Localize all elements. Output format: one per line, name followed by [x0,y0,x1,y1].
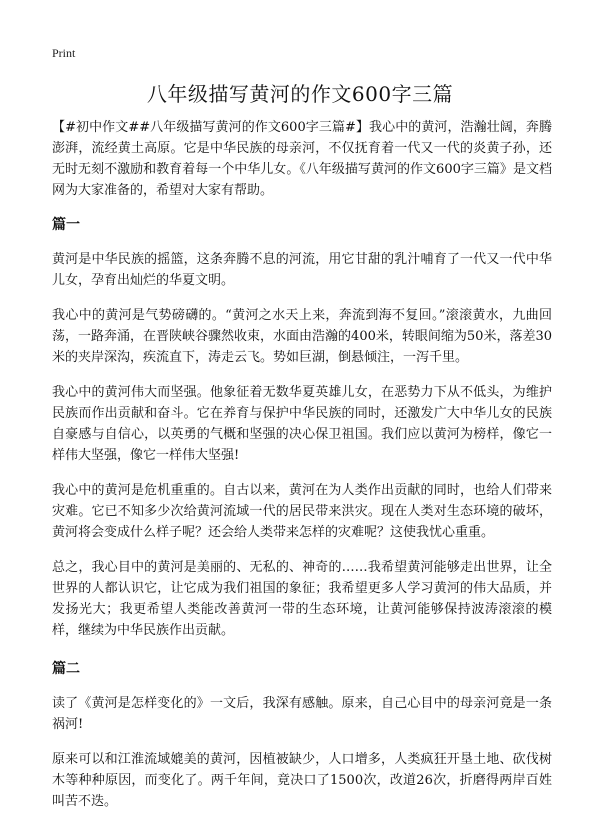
page-title: 八年级描写黄河的作文600字三篇 [146,82,454,106]
section-2-paragraph-2: 原来可以和江淮流域媲美的黄河，因植被缺少，人口增多，人类疯狂开垦土地、砍伐树木等种种原因，而变化了。两千年间，竟决口了1500次，改道26次，折磨得两岸百姓叫苦不迭。 [52,752,552,809]
section-1-paragraph-5: 总之，我心目中的黄河是美丽的、无私的、神奇的……我希望黄河能够走出世界，让全世界的人都认识它，让它成为我们祖国的象征；我希望更多人学习黄河的伟大品质，并发扬光大；我更希望人类能改善黄河一带的生态环境，让黄河能够保持波涛滚滚的模样，继续为中华民族作出贡献。 [52,560,552,638]
section-2-paragraph-1: 读了《黄河是怎样变化的》一文后，我深有感触。原来，自己心目中的母亲河竟是一条祸河! [52,696,552,732]
print-label: Print [52,46,76,60]
section-heading-1: 篇一 [52,217,80,233]
article-body [52,117,552,826]
section-1-paragraph-4: 我心中的黄河是危机重重的。自古以来，黄河在为人类作出贡献的同时，也给人们带来灾难。它已不知多少次给黄河流域一代的居民带来洪灾。现在人类对生态环境的破坏，黄河将会变成什么样子呢？还会给人类带来怎样的灾难呢？这使我忧心重重。 [52,483,552,540]
section-1-paragraph-1: 黄河是中华民族的摇篮，这条奔腾不息的河流，用它甘甜的乳汁哺育了一代又一代中华儿女，孕育出灿烂的华夏文明。 [52,252,552,288]
section-1-paragraph-3: 我心中的黄河伟大而坚强。他象征着无数华夏英雄儿女，在恶势力下从不低头，为维护民族而作出贡献和奋斗。它在养育与保护中华民族的同时，还激发广大中华儿女的民族自豪感与自信心，以英勇的气概和坚强的决心保卫祖国。我们应以黄河为榜样，像它一样伟大坚强，像它一样伟大坚强! [52,385,552,463]
section-1-paragraph-2: 我心中的黄河是气势磅礴的。“黄河之水天上来，奔流到海不复回。”滚滚黄水，九曲回荡，一路奔涌，在晋陕峡谷骤然收束，水面由浩瀚的400米，转眼间缩为50米，落差30米的夹岸深沟，疾流直下，涛走云飞。势如巨湖，倒悬倾注，一泻千里。 [52,308,552,365]
intro-paragraph: 【#初中作文##八年级描写黄河的作文600字三篇#】我心中的黄河，浩瀚壮阔，奔腾澎湃，流经黄土高原。它是中华民族的母亲河，不仅抚育着一代又一代的炎黄子孙，还无时无刻不激励和教育着每一个中华儿女。《八年级描写黄河的作文600字三篇》是文档网为大家准备的，希望对大家有帮助。 [52,120,552,198]
section-heading-2: 篇二 [52,661,80,677]
